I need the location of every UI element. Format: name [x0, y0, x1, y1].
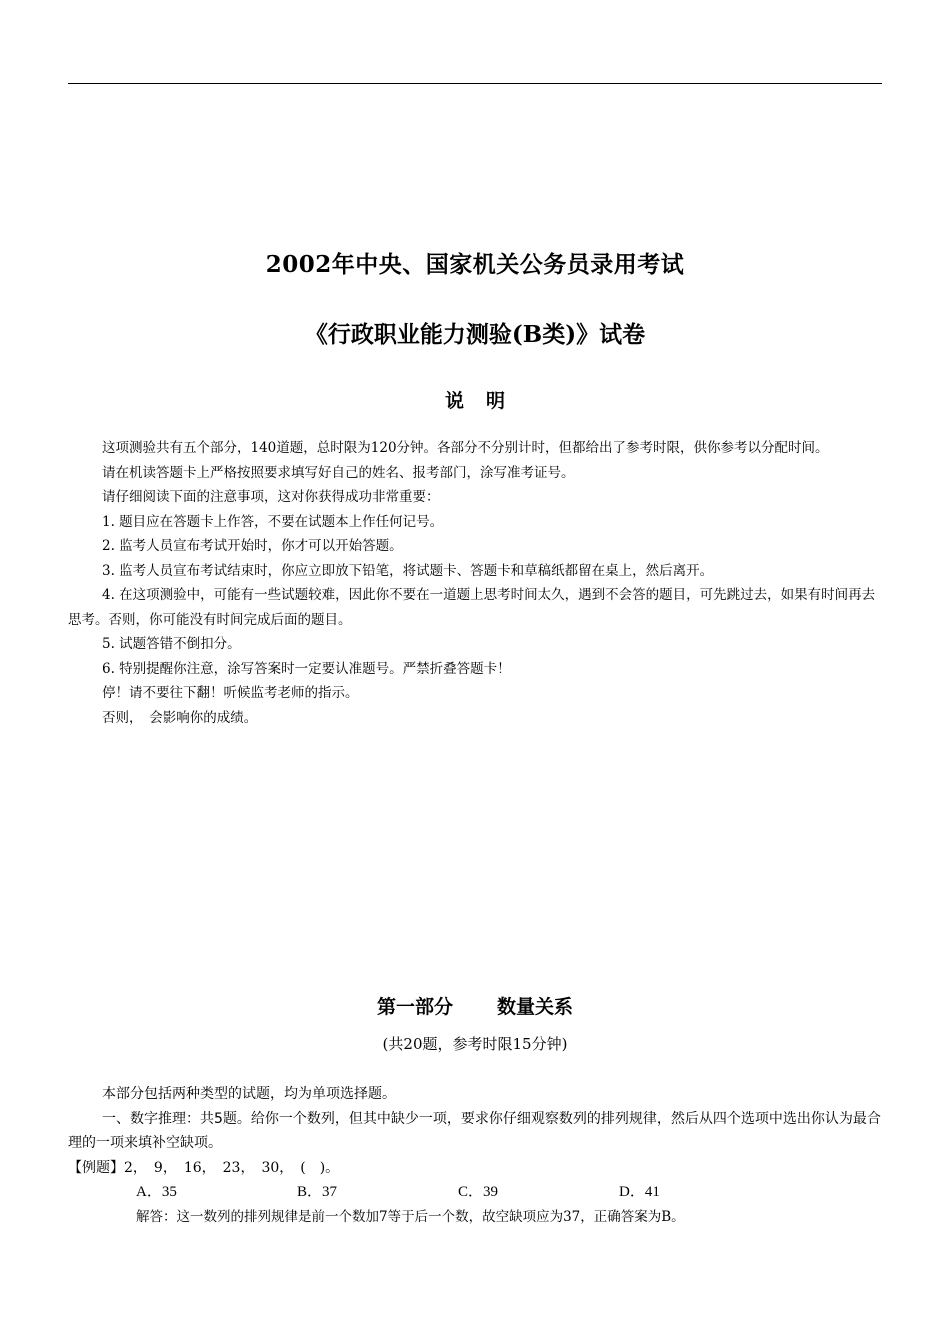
- answer-label: 解答：: [136, 1208, 177, 1225]
- option-b: B．37: [297, 1184, 338, 1200]
- warning-notice: 否则， 会影响你的成绩。: [102, 709, 258, 726]
- instruction-item: 5. 试题答错不倒扣分。: [102, 636, 241, 652]
- instructions-heading: 说明: [444, 390, 527, 412]
- instruction-item: 2. 监考人员宣布考试开始时，你才可以开始答题。: [102, 538, 403, 554]
- option-d: D．41: [619, 1184, 660, 1200]
- section-part: 第一部分: [376, 996, 453, 1018]
- section-name: 数量关系: [497, 996, 574, 1018]
- exam-subtitle: 《行政职业能力测验(B类)》试卷: [304, 321, 646, 348]
- answer-text: 这一数列的排列规律是前一个数加7等于后一个数，故空缺项应为37，正确答案为B。: [176, 1208, 685, 1225]
- example-options: [68, 1180, 882, 1205]
- exam-title: 2002年中央、国家机关公务员录用考试: [265, 251, 685, 278]
- instruction-paragraph: 请在机读答题卡上严格按照要求填写好自己的姓名、报考部门，涂写准考证号。: [102, 464, 575, 481]
- example-question: [68, 1156, 882, 1181]
- instruction-item: 6. 特别提醒你注意，涂写答案时一定要认准题号。严禁折叠答题卡！: [102, 660, 511, 677]
- instructions-body: [68, 436, 882, 730]
- section-subtitle: (共20题，参考时限15分钟): [382, 1035, 568, 1053]
- header-rule: [68, 83, 882, 84]
- section-description: 本部分包括两种类型的试题，均为单项选择题。: [102, 1086, 396, 1102]
- example-label: 【例题】: [68, 1159, 124, 1176]
- example-sequence: 2， 9， 16， 23， 30， ( )。: [124, 1159, 340, 1176]
- instruction-paragraph: 这项测验共有五个部分，140道题，总时限为120分钟。各部分不分别计时，但都给出了参考时限，供你参考以分配时间。: [102, 440, 829, 456]
- example-answer: [68, 1205, 882, 1230]
- stop-notice: 停！请不要往下翻！听候监考老师的指示。: [102, 685, 359, 701]
- instruction-paragraph: 请仔细阅读下面的注意事项，这对你获得成功非常重要：: [102, 489, 440, 505]
- question-type-description: 一、数字推理：共5题。给你一个数列，但其中缺少一项，要求你仔细观察数列的排列规律，然后从四个选项中选出你认为最合理的一项来填补空缺项。: [68, 1110, 881, 1151]
- section-title: [0, 992, 950, 1019]
- option-c: C．39: [458, 1184, 499, 1200]
- instruction-item: 4. 在这项测验中，可能有一些试题较难，因此你不要在一道题上思考时间太久，遇到不会答的题目，可先跳过去，如果有时间再去思考。否则，你可能没有时间完成后面的题目。: [68, 587, 876, 628]
- option-a: A．35: [136, 1184, 177, 1200]
- instruction-item: 1. 题目应在答题卡上作答，不要在试题本上作任何记号。: [102, 513, 444, 530]
- section-body: [68, 1082, 882, 1229]
- instruction-item: 3. 监考人员宣布考试结束时，你应立即放下铅笔，将试题卡、答题卡和草稿纸都留在桌上，然后离开。: [102, 562, 714, 579]
